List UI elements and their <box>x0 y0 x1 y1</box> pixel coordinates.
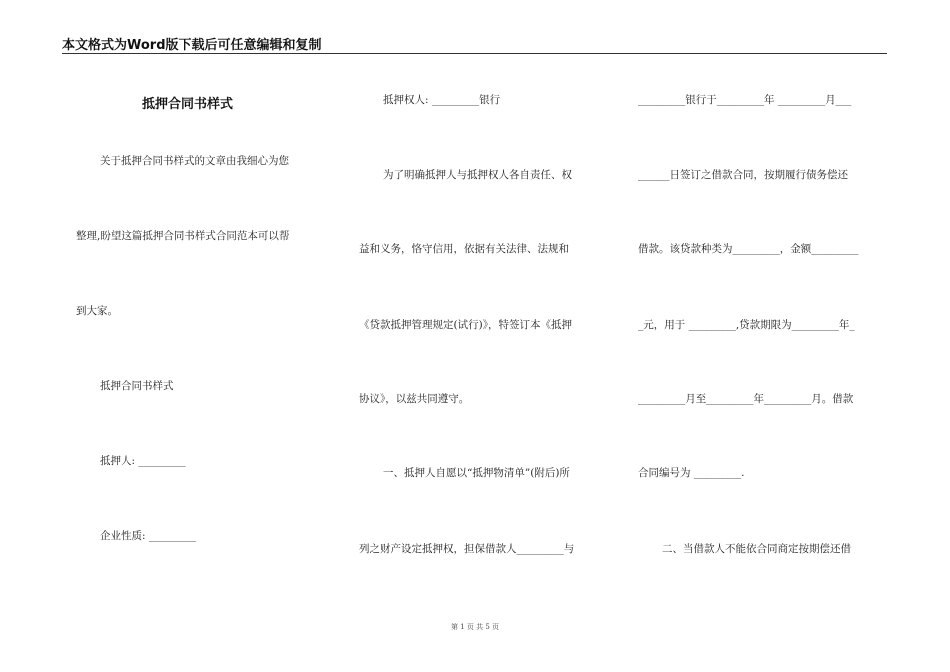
paragraph-line: ______日签订之借款合同，按期履行债务偿还 <box>638 169 848 181</box>
paragraph-line: 抵押合同书样式 <box>100 380 174 392</box>
paragraph-line: 抵押权人: _________银行 <box>383 94 501 106</box>
paragraph-line: 一、抵押人自愿以“抵押物清单”(附后)所 <box>383 467 570 479</box>
paragraph-line: 二、当借款人不能依合同商定按期偿还借 <box>662 543 851 555</box>
page-footer: 第 1 页 共 5 页 <box>450 623 500 631</box>
paragraph-line: _元，用于 _________,贷款期限为_________年_ <box>638 319 855 331</box>
paragraph-line: 关于抵押合同书样式的文章由我细心为您 <box>100 155 289 167</box>
paragraph-line: 协议》，以兹共同遵守。 <box>359 393 470 405</box>
paragraph-line: 企业性质: _________ <box>100 530 197 542</box>
paragraph-line: 为了明确抵押人与抵押权人各自责任、权 <box>383 169 572 181</box>
paragraph-line: _________月至_________年_________月。借款 <box>638 393 854 405</box>
paragraph-line: _________银行于_________年 _________月___ <box>638 94 852 106</box>
paragraph-line: 到大家。 <box>76 305 118 317</box>
paragraph-line: 合同编号为 _________. <box>638 467 745 479</box>
paragraph-line: 列之财产设定抵押权，担保借款人_________与 <box>359 543 575 555</box>
paragraph-line: 《贷款抵押管理规定(试行)》，特签订本《抵押 <box>359 319 572 331</box>
document-title: 抵押合同书样式 <box>142 97 234 112</box>
paragraph-line: 借款。该贷款种类为_________，金额_________ <box>638 243 859 255</box>
page-header: 本文格式为Word版下载后可任意编辑和复制 <box>62 38 322 53</box>
header-divider <box>62 53 887 54</box>
paragraph-line: 益和义务，恪守信用，依据有关法律、法规和 <box>359 243 569 255</box>
paragraph-line: 抵押人: _________ <box>100 455 186 467</box>
paragraph-line: 整理,盼望这篇抵押合同书样式合同范本可以帮 <box>76 230 290 242</box>
